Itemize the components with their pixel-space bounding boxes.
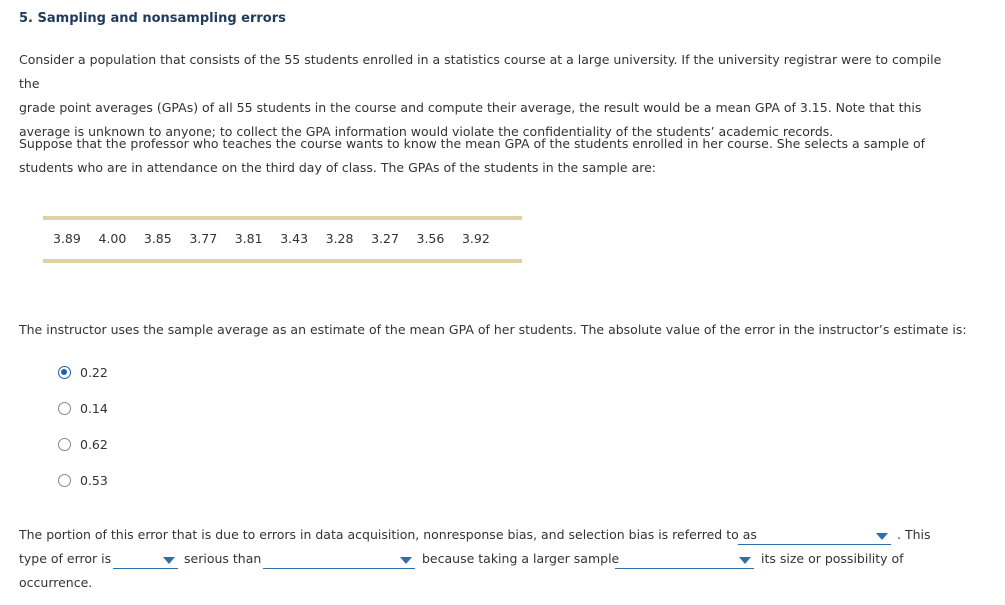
answer-option-3[interactable]: [58, 437, 108, 452]
radio-button[interactable]: [58, 474, 71, 487]
seriousness-dropdown[interactable]: [113, 552, 178, 569]
fill-text: its size or possibility of: [761, 551, 904, 566]
fill-text: serious than: [184, 551, 262, 566]
chevron-down-icon: [163, 557, 175, 564]
error-type-dropdown[interactable]: [738, 528, 891, 545]
question-title: 5. Sampling and nonsampling errors: [19, 11, 286, 26]
radio-button[interactable]: [58, 438, 71, 451]
gpa-value: 3.28: [325, 231, 354, 246]
error-question: The instructor uses the sample average as an estimate of the mean GPA of her students. The absolute value of the error in the instructor’s estimate is:: [19, 322, 967, 337]
gpa-value: 4.00: [98, 231, 127, 246]
answer-option-label: 0.14: [80, 401, 108, 416]
sample-line: Suppose that the professor who teaches the course wants to know the mean GPA of the students enrolled in her course. She selects a sample of: [19, 136, 926, 151]
sample-effect-dropdown[interactable]: [615, 552, 754, 569]
fill-text: occurrence.: [19, 575, 93, 590]
sample-paragraph: [19, 132, 949, 180]
gpa-table: [43, 216, 522, 263]
gpa-value: 3.92: [461, 231, 490, 246]
fill-text: The portion of this error that is due to errors in data acquisition, nonresponse bias, and selection bias is referred to as: [19, 527, 757, 542]
gpa-value: 3.81: [234, 231, 263, 246]
intro-line: grade point averages (GPAs) of all 55 students in the course and compute their average, the result would be a mean GPA of 3.15. Note that this: [19, 100, 922, 115]
intro-line: average is unknown to anyone; to collect the GPA information would violate the confidentiality of the students’ academic records.: [19, 124, 834, 139]
fill-text: because taking a larger sample: [422, 551, 620, 566]
intro-paragraph: [19, 48, 949, 144]
chevron-down-icon: [876, 533, 888, 540]
radio-button[interactable]: [58, 402, 71, 415]
answer-option-4[interactable]: [58, 473, 108, 488]
radio-button-selected[interactable]: [58, 366, 71, 379]
gpa-value: 3.77: [189, 231, 218, 246]
answer-option-label: 0.22: [80, 365, 108, 380]
gpa-value: 3.27: [371, 231, 399, 246]
answer-option-1[interactable]: [58, 365, 108, 380]
gpa-value: 3.89: [53, 231, 81, 246]
gpa-row: [53, 231, 507, 246]
chevron-down-icon: [400, 557, 412, 564]
answer-option-label: 0.62: [80, 437, 108, 452]
chevron-down-icon: [739, 557, 751, 564]
comparison-dropdown[interactable]: [263, 552, 415, 569]
gpa-value: 3.56: [416, 231, 445, 246]
gpa-value: 3.85: [143, 231, 172, 246]
fill-text: . This: [897, 527, 931, 542]
answer-option-2[interactable]: [58, 401, 108, 416]
answer-option-label: 0.53: [80, 473, 108, 488]
fill-text: type of error is: [19, 551, 112, 566]
gpa-value: 3.43: [280, 231, 309, 246]
sample-line: students who are in attendance on the third day of class. The GPAs of the students in the sample are:: [19, 160, 657, 175]
intro-line: Consider a population that consists of the 55 students enrolled in a statistics course at a large university. If the university registrar were to compile the: [19, 52, 942, 91]
